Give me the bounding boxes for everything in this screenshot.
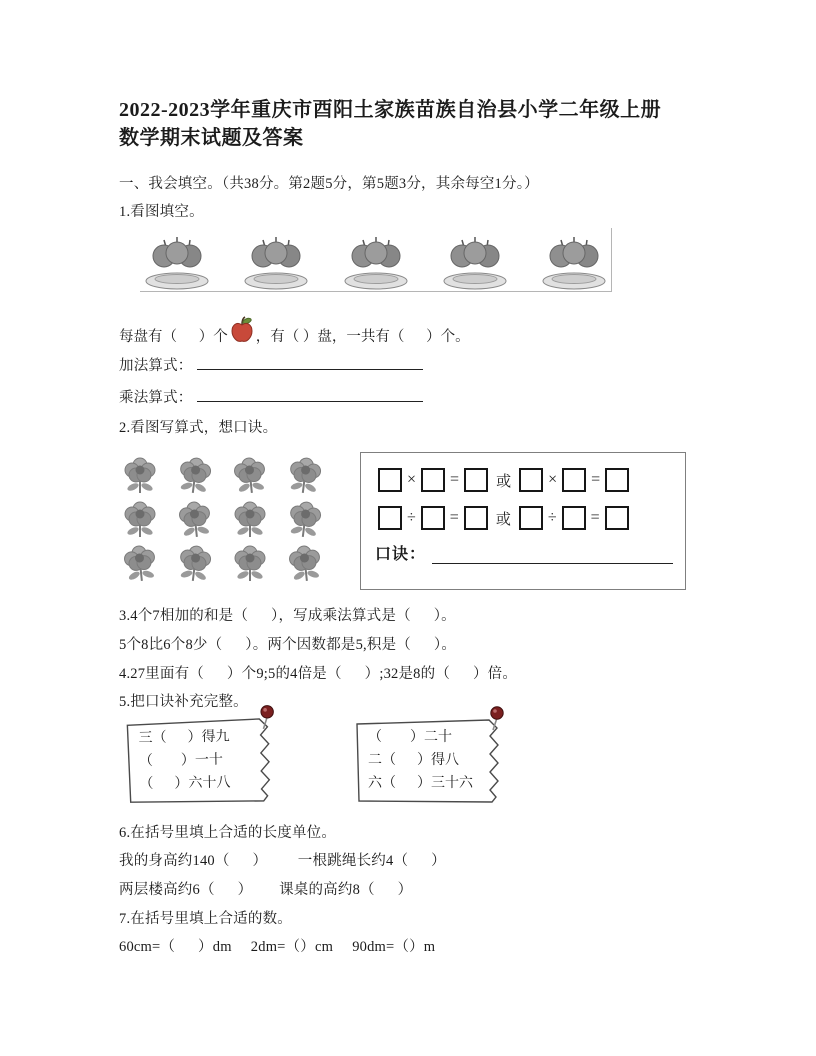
q1-fill-pre: 每盘有（ ）个 <box>119 329 228 345</box>
q1-addition-label: 加法算式： <box>119 358 193 374</box>
flowers-figure <box>118 455 338 587</box>
fruit-plate-icon <box>144 235 210 291</box>
koujue-label: 口诀： <box>375 546 427 563</box>
q1-fill-line <box>119 316 470 346</box>
flower-icon <box>281 541 329 585</box>
flower-icon <box>228 543 272 583</box>
pushpin-icon <box>487 705 507 736</box>
q3-line1: 3.4个7相加的和是（ ），写成乘法算式是（ ）。 <box>119 608 456 624</box>
koujue-scroll-right <box>353 717 505 805</box>
answer-box <box>421 506 445 530</box>
scroll-line: （ ）二十 <box>368 730 452 745</box>
page-title-line2: 数学期末试题及答案 <box>119 127 304 149</box>
answer-box <box>464 506 488 530</box>
q1-multiplication-line <box>119 386 423 407</box>
page-title-line1: 2022-2023学年重庆市酉阳土家族苗族自治县小学二年级上册 <box>119 99 662 121</box>
answer-underline <box>197 354 423 370</box>
answer-box <box>519 468 543 492</box>
q2-label: 2.看图写算式，想口诀。 <box>119 420 278 436</box>
answer-box <box>378 468 402 492</box>
times-sign: × <box>548 471 558 488</box>
scroll-right-lines <box>368 726 473 795</box>
q1-label: 1.看图填空。 <box>119 204 204 220</box>
answer-box <box>562 506 586 530</box>
q1-addition-line <box>119 354 423 375</box>
flower-icon <box>171 540 220 585</box>
flower-icon <box>281 452 330 497</box>
or-label: 或 <box>496 473 512 490</box>
equals-sign: = <box>449 509 459 526</box>
fruit-plate-icon <box>243 235 309 291</box>
scroll-left-lines <box>138 725 230 796</box>
flower-icon <box>228 499 272 539</box>
answer-box <box>421 468 445 492</box>
q2-equations-box <box>360 452 686 590</box>
equals-sign: = <box>590 509 600 526</box>
divide-sign: ÷ <box>407 509 416 526</box>
or-label: 或 <box>495 511 511 528</box>
equals-sign: = <box>450 471 460 488</box>
flower-icon <box>116 541 164 585</box>
q2-multiplication-row <box>375 465 673 495</box>
q2-koujue-row <box>375 541 673 564</box>
flower-icon <box>171 497 219 541</box>
equals-sign: = <box>591 471 601 488</box>
flower-icon <box>226 453 274 497</box>
q2-division-row <box>375 503 673 533</box>
flower-icon <box>171 452 220 497</box>
fruit-plate-icon <box>442 235 508 291</box>
fruit-plate-icon <box>343 235 409 291</box>
answer-box <box>378 506 402 530</box>
fruit-plates-figure <box>140 228 612 292</box>
scroll-line: 三（ ）得九 <box>138 729 230 747</box>
fruit-plate-icon <box>541 235 607 291</box>
q3-line2: 5个8比6个8少（ ）。两个因数都是5,积是（ ）。 <box>119 637 457 653</box>
divide-sign: ÷ <box>547 509 557 526</box>
q1-multiplication-label: 乘法算式： <box>119 390 193 406</box>
pushpin-icon <box>257 704 278 735</box>
q5-label: 5.把口诀补充完整。 <box>119 694 248 710</box>
q7-line1: 60cm=（ ）dm 2dm=（）cm 90dm=（）m <box>119 939 436 955</box>
answer-box <box>605 468 629 492</box>
q6-line1: 我的身高约140（ ） 一根跳绳长约4（ ） <box>119 853 446 869</box>
scroll-line: 六（ ）三十六 <box>368 776 473 791</box>
q1-fill-post: ，有（ ）盘，一共有（ ）个。 <box>255 329 470 345</box>
apple-icon <box>230 316 254 348</box>
answer-box <box>605 506 629 530</box>
koujue-scroll-left <box>123 716 277 807</box>
q6-label: 6.在括号里填上合适的长度单位。 <box>119 825 337 841</box>
answer-box <box>519 506 543 530</box>
q7-label: 7.在括号里填上合适的数。 <box>119 911 292 927</box>
answer-box <box>464 468 488 492</box>
section-heading: 一、我会填空。（共38分。第2题5分，第5题3分，其余每空1分。） <box>119 176 539 192</box>
scroll-line: （ ）一十 <box>138 752 224 770</box>
q6-line2: 两层楼高约6（ ） 课桌的高约8（ ） <box>119 882 413 898</box>
scroll-line: 二（ ）得八 <box>368 753 459 768</box>
times-sign: × <box>407 471 417 488</box>
flower-icon <box>281 496 330 541</box>
flower-icon <box>118 499 162 539</box>
scroll-line: （ ）六十八 <box>139 775 231 793</box>
answer-underline <box>432 547 673 564</box>
answer-box <box>562 468 586 492</box>
flower-icon <box>118 455 162 495</box>
q4-line1: 4.27里面有（ ）个9;5的4倍是（ ）;32是8的（ ）倍。 <box>119 666 518 682</box>
answer-underline <box>197 386 423 402</box>
